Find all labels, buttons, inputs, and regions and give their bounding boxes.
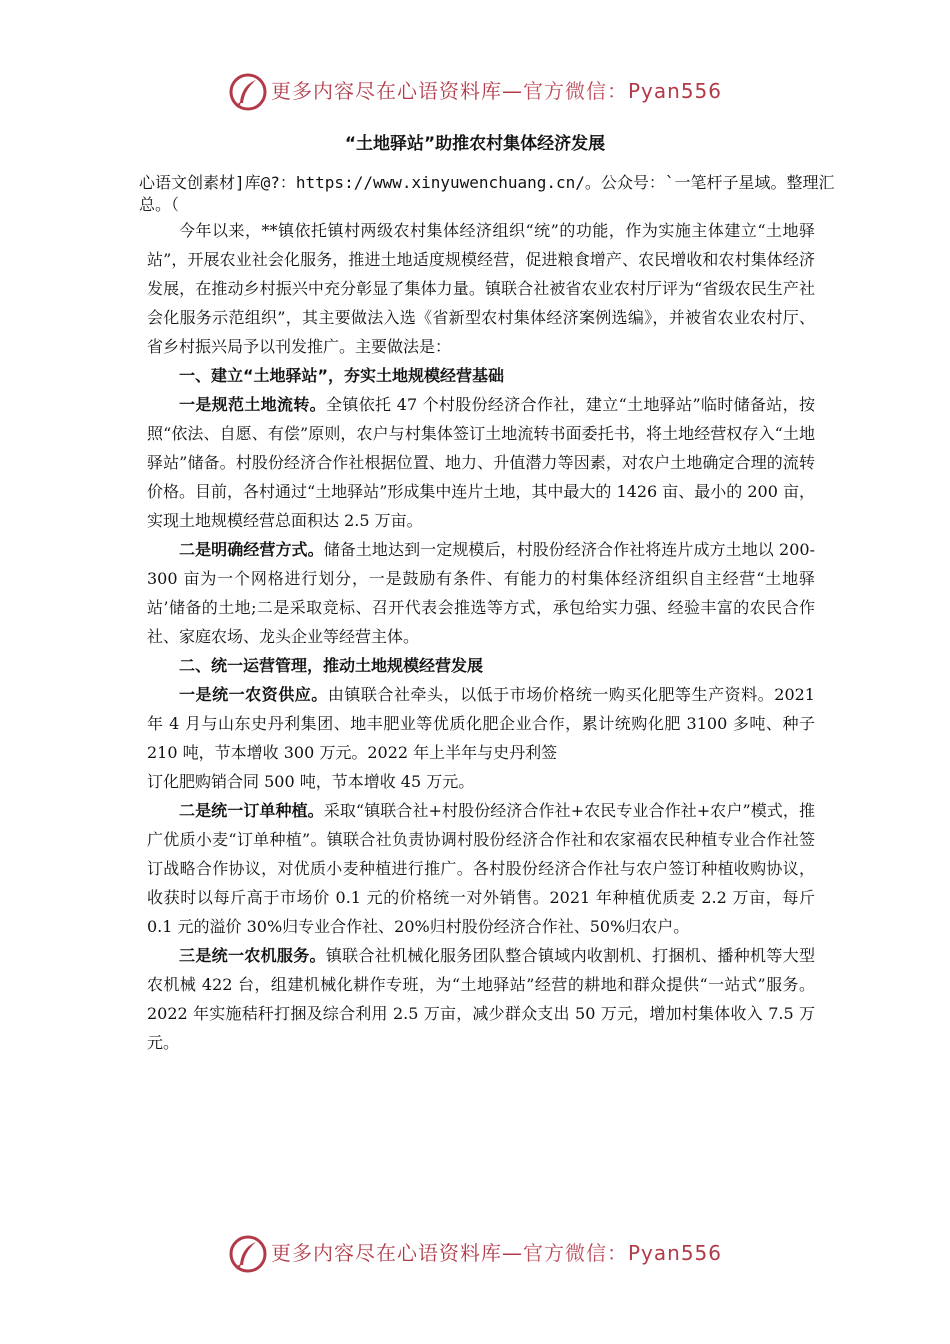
document-title: “土地驿站”助推农村集体经济发展 [344, 134, 606, 154]
banner-text [271, 76, 722, 106]
section-2-paragraph-2 [147, 796, 815, 941]
section-2-paragraph-3 [147, 941, 815, 1057]
section-2-heading: 二、统一运营管理，推动土地规模经营发展 [179, 656, 484, 675]
banner-wechat-label: 官方微信： [523, 1241, 628, 1265]
banner-site-name: 更多内容尽在心语资料库 [271, 79, 502, 103]
source-line: 心语文创素材]库@?：https://www.xinyuwenchuang.cn/。公众号：`一笔杆子星域。整理汇总。（ [139, 173, 835, 214]
section-1-paragraph-1-lead: 一是规范土地流转。 [179, 395, 327, 414]
header-watermark-banner [0, 70, 950, 114]
section-1-paragraph-1 [147, 390, 815, 535]
banner-dash: — [502, 79, 523, 103]
quill-logo-icon [228, 1234, 268, 1274]
section-2-paragraph-2-body: 采取“镇联合社+村股份经济合作社+农民专业合作社+农户”模式，推广优质小麦“订单种植”。镇联合社负责协调村股份经济合作社和农家福农民种植专业合作社签订战略合作协议，对优质小麦种植进行推广。各村股份经济合作社与农户签订种植收购协议，收获时以每斤高于市场价 0.1 元的价格统一对外销售。2021 年种植优质麦 2.2 万亩，每斤 0.1 元的溢价 30%归专业合作社、20%归村股份经济合作社、50%归农户。 [147, 801, 815, 936]
intro-paragraph: 今年以来，**镇依托镇村两级农村集体经济组织“统”的功能，作为实施主体建立“土地驿站”，开展农业社会化服务，推进土地适度规模经营，促进粮食增产、农民增收和农村集体经济发展，在推动乡村振兴中充分彰显了集体力量。镇联合社被省农业农村厅评为“省级农民生产社会化服务示范组织”，其主要做法入选《省新型农村集体经济案例选编》，并被省农业农村厅、省乡村振兴局予以刊发推广。主要做法是： [147, 221, 815, 356]
banner-wechat-id: Pyan556 [628, 79, 723, 103]
section-2-paragraph-3-lead: 三是统一农机服务。 [179, 946, 326, 965]
banner-site-name: 更多内容尽在心语资料库 [271, 1241, 502, 1265]
section-1-heading: 一、建立“土地驿站”，夯实土地规模经营基础 [179, 366, 505, 385]
section-2-paragraph-3-body: 镇联合社机械化服务团队整合镇域内收割机、打捆机、播种机等大型农机械 422 台，组建机械化耕作专班，为“土地驿站”经营的耕地和群众提供“一站式”服务。2022 年实施秸秆打捆及综合利用 2.5 万亩，减少群众支出 50 万元，增加村集体收入 7.5 万元。 [147, 946, 815, 1052]
banner-wechat-id: Pyan556 [628, 1241, 723, 1265]
section-1-paragraph-2-lead: 二是明确经营方式。 [179, 540, 324, 559]
section-2-paragraph-1-body: 由镇联合社牵头，以低于市场价格统一购买化肥等生产资料。2021 年 4 月与山东史丹利集团、地丰肥业等优质化肥企业合作，累计统购化肥 3100 多吨、种子 210 吨，节本增收 300 万元。2022 年上半年与史丹利签 [147, 685, 815, 762]
section-1-paragraph-1-body: 全镇依托 47 个村股份经济合作社，建立“土地驿站”临时储备站，按照“依法、自愿、有偿”原则，农户与村集体签订土地流转书面委托书，将土地经营权存入“土地驿站”储备。村股份经济合作社根据位置、地力、升值潜力等因素，对农户土地确定合理的流转价格。目前，各村通过“土地驿站”形成集中连片土地，其中最大的 1426 亩、最小的 200 亩，实现土地规模经营总面积达 2.5 万亩。 [147, 395, 815, 530]
banner-dash: — [502, 1241, 523, 1265]
section-2-paragraph-2-lead: 二是统一订单种植。 [179, 801, 324, 820]
footer-watermark-banner [0, 1232, 950, 1276]
section-2-paragraph-1-lead: 一是统一农资供应。 [179, 685, 328, 704]
banner-wechat-label: 官方微信： [523, 79, 628, 103]
section-2-paragraph-1 [147, 680, 815, 767]
banner-text [271, 1238, 722, 1268]
section-2-paragraph-1-continuation: 订化肥购销合同 500 吨，节本增收 45 万元。 [147, 772, 475, 791]
section-1-paragraph-2-body: 储备土地达到一定规模后，村股份经济合作社将连片成方土地以 200-300 亩为一个网格进行划分，一是鼓励有条件、有能力的村集体经济组织自主经营“土地驿站’储备的土地;二是采取竞标、召开代表会推选等方式，承包给实力强、经验丰富的农民合作社、家庭农场、龙头企业等经营主体。 [147, 540, 815, 646]
document-body [139, 172, 835, 1057]
quill-logo-icon [228, 72, 268, 112]
section-1-paragraph-2 [147, 535, 815, 651]
